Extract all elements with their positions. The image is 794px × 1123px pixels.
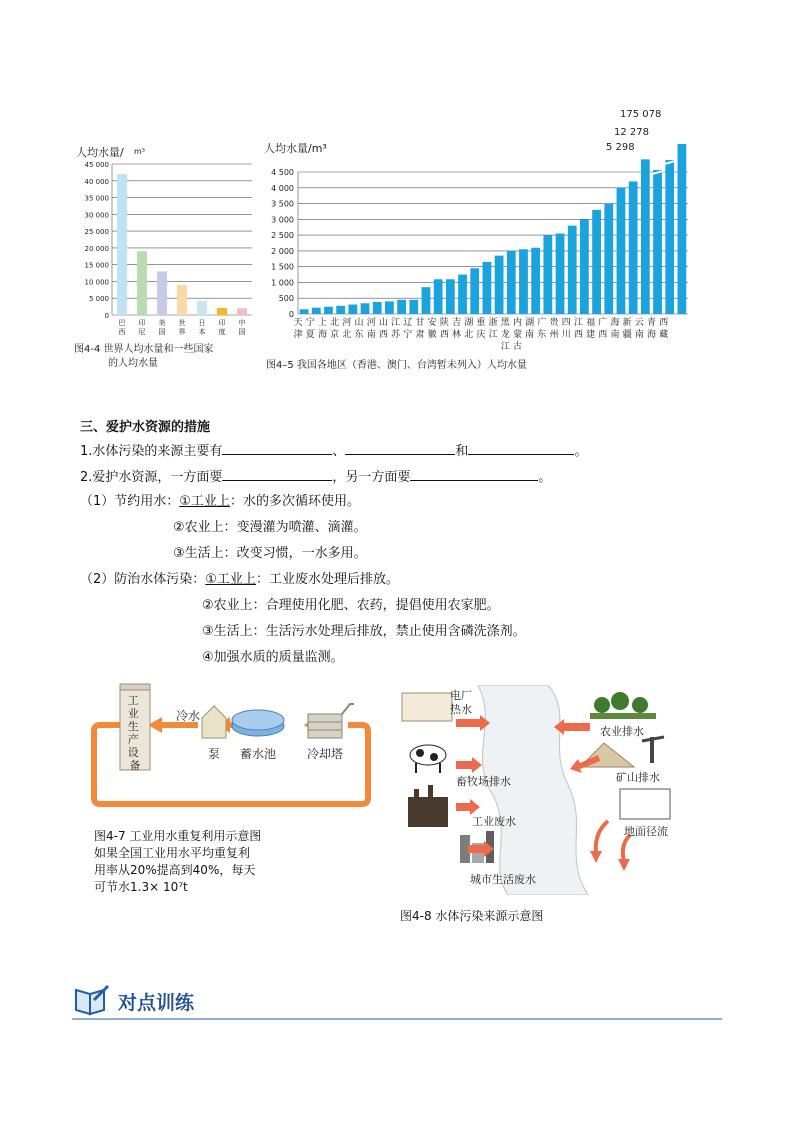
- x-tick-label: 度: [218, 328, 226, 336]
- bar: [177, 285, 187, 315]
- x-tick-label: 青: [647, 318, 657, 328]
- x-tick-label: 天: [293, 318, 303, 328]
- water-pollution-sources-diagram: [398, 685, 698, 895]
- x-tick-label: 上: [317, 318, 327, 328]
- figure-4-4: [72, 140, 262, 380]
- x-tick-label: 巴: [118, 319, 126, 327]
- y-tick-label: 0: [288, 310, 294, 319]
- y-tick-label: 3 500: [271, 199, 294, 209]
- x-tick-label: 西: [378, 330, 388, 340]
- answer-blank-5[interactable]: [410, 467, 538, 481]
- x-tick-label: 西: [659, 318, 669, 328]
- y-axis-label: 人均水量/: [76, 146, 124, 159]
- y-tick-label: 4 000: [271, 183, 294, 193]
- world-water-bar-chart: [72, 140, 262, 340]
- bar: [604, 204, 613, 314]
- y-tick-label: 35 000: [84, 194, 109, 203]
- x-tick-label: 州: [549, 330, 559, 340]
- x-tick-label: 安: [427, 318, 437, 328]
- bar: [117, 174, 127, 315]
- x-tick-label: 南: [366, 330, 376, 340]
- china-water-bar-chart: [262, 100, 702, 362]
- bar: [312, 308, 321, 314]
- bar: [580, 219, 589, 314]
- arrow-icon: [456, 799, 480, 815]
- y-axis-label: 人均水量/m³: [264, 142, 327, 155]
- bar: [543, 235, 552, 314]
- bar: [137, 251, 147, 315]
- crops-icon: [590, 692, 656, 719]
- x-tick-label: 西: [573, 330, 583, 340]
- bar: [641, 159, 650, 314]
- bar: [157, 271, 167, 315]
- x-tick-label: 贵: [549, 318, 559, 328]
- bar: [422, 287, 431, 314]
- industrial-label: 工业废水: [472, 815, 516, 828]
- bar: [324, 307, 333, 314]
- pump-label: 泵: [207, 747, 221, 761]
- x-tick-label: 辽: [403, 318, 413, 328]
- figure-4-5-caption: 图4–5 我国各地区（香港、澳门、台湾暂未列入）人均水量: [266, 360, 527, 371]
- x-tick-label: 陕: [439, 318, 449, 328]
- runoff-box: [620, 789, 670, 819]
- runoff-label: 地面径流: [624, 825, 668, 838]
- equipment-label: 工 业 生 产 设 备: [127, 694, 141, 772]
- x-tick-label: 国: [238, 328, 246, 336]
- save-water-1: （1）节约用水：①工业上：水的多次循环使用。: [80, 494, 360, 509]
- bar: [483, 262, 492, 314]
- x-tick-label: 河: [366, 318, 376, 328]
- x-tick-label: 四: [561, 318, 571, 328]
- urban-label: 城市生活废水: [470, 873, 536, 886]
- bar: [217, 308, 227, 315]
- x-tick-label: 川: [561, 330, 571, 340]
- x-tick-label: 山: [378, 318, 388, 328]
- prevent-pollution-3: ③生活上：生活污水处理后排放，禁止使用含磷洗涤剂。: [202, 624, 526, 639]
- figure-4-5: [262, 100, 702, 380]
- x-tick-label: 重: [476, 318, 486, 328]
- y-tick-label: 1 500: [271, 262, 294, 272]
- cooling-tower-icon: [308, 714, 342, 738]
- bar: [678, 144, 687, 314]
- x-tick-label: 世: [178, 319, 186, 327]
- x-tick-label: 江: [573, 318, 583, 328]
- question-2: 2.爱护水资源，一方面要 ，另一方面要 。: [80, 467, 551, 487]
- y-tick-label: 10 000: [84, 278, 109, 287]
- y-axis-unit: m³: [134, 147, 145, 156]
- question-1: 1.水体污染的来源主要有 、 和 。: [80, 441, 587, 461]
- x-tick-label: 中: [238, 319, 246, 327]
- x-tick-label: 印: [218, 319, 226, 327]
- figure-4-7: [80, 680, 380, 910]
- x-tick-label: 印: [138, 319, 146, 327]
- x-tick-label: 夏: [305, 330, 315, 340]
- y-tick-label: 45 000: [84, 161, 109, 169]
- x-tick-label: 福: [586, 318, 596, 328]
- x-tick-label: 广: [537, 318, 547, 328]
- x-tick-label: 江: [500, 342, 510, 352]
- answer-blank-3[interactable]: [468, 441, 574, 455]
- factory-icon: [408, 785, 448, 827]
- section-title: 三、爱护水资源的措施: [80, 420, 211, 435]
- river: [478, 685, 588, 895]
- x-tick-label: 西: [439, 330, 449, 340]
- prevent-pollution-4: ④加强水质的质量监测。: [202, 650, 344, 665]
- x-tick-label: 南: [525, 330, 535, 340]
- y-tick-label: 20 000: [84, 244, 109, 253]
- bar: [348, 305, 357, 314]
- y-tick-label: 2 000: [271, 246, 294, 256]
- x-tick-label: 广: [598, 318, 608, 328]
- industrial-water-reuse-diagram: [80, 680, 380, 810]
- bar: [665, 160, 674, 314]
- bar: [653, 170, 662, 314]
- y-tick-label: 1 000: [271, 278, 294, 288]
- runoff-arrow: [596, 821, 608, 853]
- bar: [507, 251, 516, 314]
- x-tick-label: 本: [198, 328, 206, 336]
- x-tick-label: 古: [512, 342, 522, 352]
- x-tick-label: 北: [464, 330, 474, 340]
- x-tick-label: 尼: [138, 328, 146, 336]
- break-value-label: 12 278: [614, 127, 649, 138]
- bar: [197, 301, 207, 315]
- power-plant-icon: [402, 693, 452, 721]
- answer-blank-4[interactable]: [222, 467, 332, 481]
- x-tick-label: 苏: [391, 330, 401, 340]
- divider: [72, 1018, 722, 1020]
- x-tick-label: 藏: [659, 330, 669, 340]
- x-tick-label: 肃: [415, 330, 425, 340]
- x-tick-label: 宁: [403, 330, 413, 340]
- y-tick-label: 30 000: [84, 211, 109, 220]
- cooling-tower-label: 冷却塔: [306, 747, 344, 761]
- save-water-3: ③生活上：改变习惯，一水多用。: [173, 546, 367, 561]
- x-tick-label: 界: [178, 328, 186, 336]
- bar: [519, 249, 528, 314]
- bar: [385, 301, 394, 314]
- x-tick-label: 蒙: [512, 330, 522, 340]
- bar: [458, 275, 467, 314]
- bar: [495, 256, 504, 314]
- bar: [568, 226, 577, 314]
- answer-blank-1[interactable]: [222, 441, 332, 455]
- x-tick-label: 湖: [464, 318, 474, 328]
- y-tick-label: 25 000: [84, 228, 109, 237]
- x-tick-label: 庆: [476, 330, 486, 340]
- x-tick-label: 吉: [452, 318, 462, 328]
- y-tick-label: 4 500: [271, 168, 294, 177]
- mine-label: 矿山排水: [616, 771, 660, 784]
- bar: [361, 303, 370, 314]
- x-tick-label: 南: [610, 330, 620, 340]
- y-tick-label: 5 000: [88, 295, 109, 304]
- figure-4-8: [398, 685, 698, 925]
- x-tick-label: 西: [598, 330, 608, 340]
- x-tick-label: 北: [330, 318, 340, 328]
- bar: [434, 279, 443, 314]
- bar: [470, 268, 479, 314]
- power-plant-label-2: 热水: [450, 703, 472, 716]
- x-tick-label: 日: [198, 319, 206, 327]
- break-value-label: 5 298: [606, 142, 635, 153]
- prevent-pollution-2: ②农业上：合理使用化肥、农药，提倡使用农家肥。: [202, 598, 500, 613]
- save-water-2: ②农业上：变漫灌为喷灌、滴灌。: [173, 520, 367, 535]
- power-plant-label-1: 电厂: [450, 689, 472, 702]
- training-title: 对点训练: [118, 992, 195, 1014]
- x-tick-label: 内: [512, 318, 522, 328]
- y-tick-label: 15 000: [84, 261, 109, 270]
- x-tick-label: 甘: [415, 318, 425, 328]
- cold-water-label: 冷水: [175, 709, 201, 723]
- bar: [300, 309, 309, 314]
- x-tick-label: 江: [488, 330, 498, 340]
- x-tick-label: 海: [610, 318, 620, 328]
- x-tick-label: 江: [391, 318, 401, 328]
- x-tick-label: 海: [317, 330, 327, 340]
- y-tick-label: 0: [104, 312, 109, 320]
- x-tick-label: 疆: [622, 330, 632, 340]
- bar: [556, 234, 565, 314]
- reservoir-label: 蓄水池: [239, 747, 277, 761]
- agri-label: 农业排水: [600, 725, 644, 738]
- cow-icon: [410, 745, 446, 773]
- x-tick-label: 海: [647, 330, 657, 340]
- bar: [446, 279, 455, 314]
- bar: [629, 181, 638, 314]
- x-tick-label: 京: [330, 330, 340, 340]
- training-header: [72, 978, 722, 1022]
- bar: [237, 308, 247, 315]
- figure-4-7-caption: 图4-7 工业用水重复利用示意图 如果全国工业用水平均重复利 用率从20%提高到40%，每天 可节水1.3× 10⁷t: [94, 829, 262, 894]
- x-tick-label: 东: [354, 330, 364, 340]
- x-tick-label: 美: [158, 319, 166, 327]
- x-tick-label: 林: [452, 330, 462, 340]
- x-tick-label: 建: [586, 330, 596, 340]
- x-tick-label: 西: [118, 328, 126, 336]
- x-tick-label: 龙: [500, 330, 510, 340]
- x-tick-label: 黑: [500, 318, 510, 328]
- figure-4-8-caption: 图4-8 水体污染来源示意图: [400, 909, 544, 923]
- y-tick-label: 2 500: [271, 231, 294, 241]
- arrow-icon: [456, 757, 482, 773]
- x-tick-label: 宁: [305, 318, 315, 328]
- bar: [336, 306, 345, 314]
- x-tick-label: 河: [342, 318, 352, 328]
- x-tick-label: 云: [634, 318, 644, 328]
- x-tick-label: 东: [537, 330, 547, 340]
- y-tick-label: 500: [278, 294, 294, 304]
- x-tick-label: 北: [342, 330, 352, 340]
- y-tick-label: 3 000: [271, 215, 294, 225]
- x-tick-label: 南: [634, 330, 644, 340]
- x-tick-label: 新: [622, 318, 632, 328]
- bar: [397, 300, 406, 314]
- figure-4-4-caption: 图4-4 世界人均水量和一些国家 的人均水量: [74, 344, 214, 369]
- y-tick-label: 40 000: [84, 177, 109, 186]
- bar: [531, 248, 540, 314]
- break-value-label: 175 078: [620, 109, 662, 120]
- livestock-label: 畜牧场排水: [456, 775, 511, 788]
- x-tick-label: 津: [293, 330, 303, 340]
- pump-icon: [202, 706, 226, 738]
- book-icon: [72, 982, 112, 1018]
- answer-blank-2[interactable]: [345, 441, 455, 455]
- x-tick-label: 国: [158, 328, 166, 336]
- bar: [592, 210, 601, 314]
- bar: [373, 302, 382, 314]
- x-tick-label: 徽: [427, 330, 437, 340]
- bar: [617, 188, 626, 314]
- bar: [409, 300, 418, 314]
- x-tick-label: 湖: [525, 318, 535, 328]
- x-tick-label: 山: [354, 318, 364, 328]
- prevent-pollution-1: （2）防治水体污染：①工业上：工业废水处理后排放。: [80, 572, 399, 587]
- x-tick-label: 浙: [488, 318, 498, 328]
